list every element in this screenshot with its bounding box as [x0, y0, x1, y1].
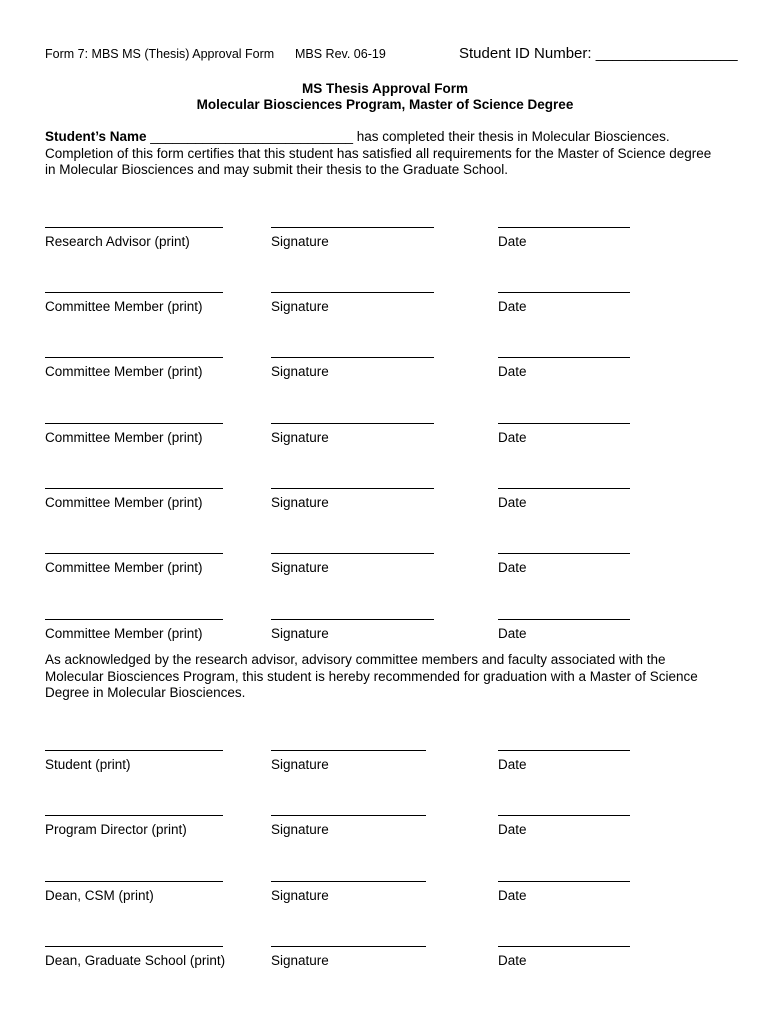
date-label: Date [498, 822, 527, 837]
date-label: Date [498, 495, 527, 510]
signature-label: Signature [271, 626, 329, 641]
intro-paragraph [45, 129, 725, 179]
date-line[interactable] [498, 292, 630, 293]
signature-label: Signature [271, 299, 329, 314]
name-line[interactable] [45, 946, 223, 947]
date-label: Date [498, 560, 527, 575]
signature-line[interactable] [271, 750, 426, 751]
date-label: Date [498, 234, 527, 249]
date-label: Date [498, 757, 527, 772]
date-line[interactable] [498, 553, 630, 554]
date-label: Date [498, 626, 527, 641]
name-line[interactable] [45, 227, 223, 228]
name-label: Research Advisor (print) [45, 234, 190, 249]
signature-label: Signature [271, 757, 329, 772]
signature-line[interactable] [271, 881, 426, 882]
intro-text: has completed their thesis in Molecular Biosciences. Completion of this form certifies that this student has satisfied all requirements for the Master of Science degree in Molecular Biosciences and may submit their thesis to the Graduate School. [45, 129, 712, 177]
name-line[interactable] [45, 619, 223, 620]
signature-line[interactable] [271, 488, 434, 489]
date-line[interactable] [498, 357, 630, 358]
signature-row [0, 553, 770, 583]
signature-label: Signature [271, 953, 329, 968]
signature-row [0, 619, 770, 649]
student-name-field[interactable]: ___________________________ [146, 129, 357, 144]
signature-line[interactable] [271, 292, 434, 293]
form-revision: MBS Rev. 06-19 [295, 47, 386, 61]
name-label: Dean, Graduate School (print) [45, 953, 226, 968]
student-id-field[interactable]: Student ID Number: _________________ [459, 45, 738, 62]
date-line[interactable] [498, 488, 630, 489]
form-name: Form 7: MBS MS (Thesis) Approval Form [45, 47, 275, 61]
name-label: Committee Member (print) [45, 495, 203, 510]
name-line[interactable] [45, 553, 223, 554]
date-label: Date [498, 430, 527, 445]
page-title: MS Thesis Approval Form [301, 81, 469, 96]
name-label: Committee Member (print) [45, 560, 203, 575]
signature-row [0, 227, 770, 257]
name-label: Dean, CSM (print) [45, 888, 154, 903]
signature-line[interactable] [271, 357, 434, 358]
student-name-label: Student’s Name [45, 129, 147, 144]
signature-line[interactable] [271, 619, 434, 620]
name-line[interactable] [45, 292, 223, 293]
date-line[interactable] [498, 815, 630, 816]
signature-row [0, 881, 770, 911]
name-line[interactable] [45, 488, 223, 489]
date-line[interactable] [498, 227, 630, 228]
date-line[interactable] [498, 881, 630, 882]
signature-line[interactable] [271, 815, 426, 816]
name-line[interactable] [45, 357, 223, 358]
name-label: Student (print) [45, 757, 131, 772]
date-line[interactable] [498, 750, 630, 751]
page-subtitle: Molecular Biosciences Program, Master of Science Degree [196, 97, 574, 112]
acknowledgement-paragraph: As acknowledged by the research advisor, advisory committee members and faculty associated with the Molecular Biosciences Program, this student is hereby recommended for graduation with a Master of Science Degree in Molecular Biosciences. [45, 652, 698, 700]
signature-line[interactable] [271, 227, 434, 228]
name-label: Program Director (print) [45, 822, 187, 837]
signature-line[interactable] [271, 946, 426, 947]
name-line[interactable] [45, 881, 223, 882]
name-label: Committee Member (print) [45, 626, 203, 641]
name-label: Committee Member (print) [45, 430, 203, 445]
signature-label: Signature [271, 888, 329, 903]
signature-label: Signature [271, 495, 329, 510]
date-line[interactable] [498, 946, 630, 947]
signature-label: Signature [271, 364, 329, 379]
signature-line[interactable] [271, 423, 434, 424]
name-label: Committee Member (print) [45, 364, 203, 379]
signature-row [0, 946, 770, 976]
date-label: Date [498, 888, 527, 903]
signature-row [0, 423, 770, 453]
date-label: Date [498, 953, 527, 968]
signature-row [0, 357, 770, 387]
signature-row [0, 488, 770, 518]
name-label: Committee Member (print) [45, 299, 203, 314]
date-line[interactable] [498, 423, 630, 424]
date-line[interactable] [498, 619, 630, 620]
signature-label: Signature [271, 822, 329, 837]
signature-row [0, 750, 770, 780]
signature-label: Signature [271, 430, 329, 445]
signature-label: Signature [271, 560, 329, 575]
signature-line[interactable] [271, 553, 434, 554]
name-line[interactable] [45, 815, 223, 816]
name-line[interactable] [45, 750, 223, 751]
name-line[interactable] [45, 423, 223, 424]
signature-row [0, 292, 770, 322]
signature-label: Signature [271, 234, 329, 249]
date-label: Date [498, 364, 527, 379]
date-label: Date [498, 299, 527, 314]
signature-row [0, 815, 770, 845]
